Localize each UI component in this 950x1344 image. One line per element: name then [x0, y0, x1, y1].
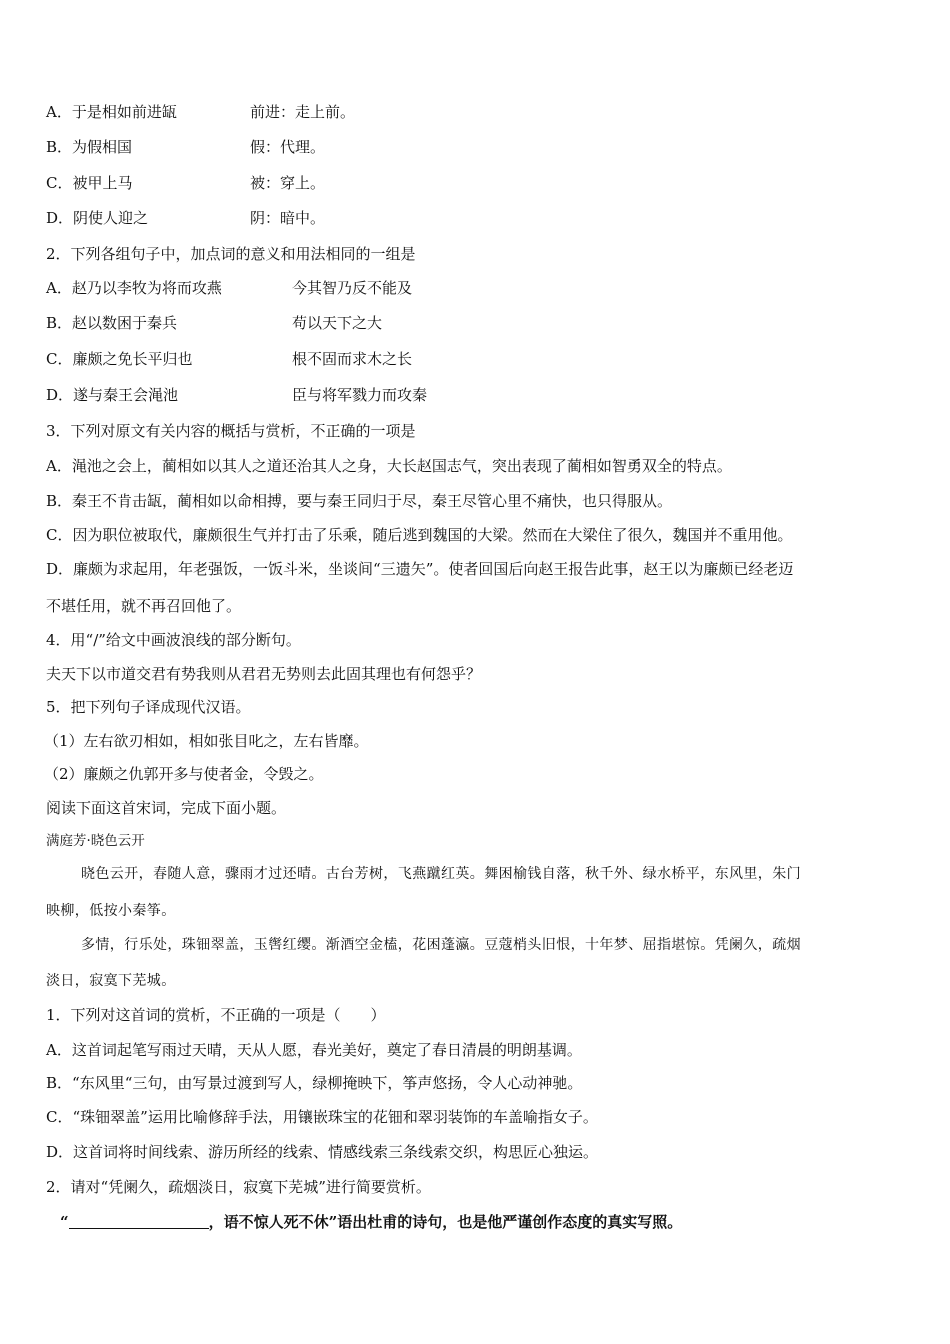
option-right: 今其智乃反不能及	[292, 279, 413, 297]
q4-stem: 4．用“/”给文中画波浪线的部分断句。	[46, 631, 301, 649]
poem-stanza-1-line-1: 晓色云开，春随人意，骤雨才过还晴。古台芳树，飞燕蹴红英。舞困榆钱自落，秋千外、绿水桥平，东风里，朱门	[81, 866, 801, 882]
q5-sentence-2: （2）廉颇之仇郭开多与使者金，令毁之。	[44, 765, 324, 783]
poem-q1-option-a: A．这首词起笔写雨过天晴，天从人愿，春光美好，奠定了春日清晨的明朗基调。	[46, 1041, 582, 1059]
option-gloss: 前进：走上前。	[250, 103, 356, 121]
option-left: A．赵乃以李牧为将而攻燕	[46, 279, 222, 297]
q3-stem: 3．下列对原文有关内容的概括与赏析，不正确的一项是	[46, 422, 416, 440]
poem-stanza-1-line-2: 映柳，低按小秦筝。	[46, 903, 176, 919]
option-text: A．于是相如前进缻	[46, 103, 177, 121]
fill-blank-text: ，语不惊人死不休”语出杜甫的诗句，也是他严谨创作态度的真实写照。	[208, 1213, 683, 1231]
q3-option-d: D．廉颇为求起用，年老强饭，一饭斗米，坐谈间“三遗矢”。使者回国后向赵王报告此事，赵王以为廉颇已经老迈	[46, 560, 794, 578]
option-left: D．遂与秦王会渑池	[46, 386, 179, 404]
poem-stanza-2-line-1: 多情，行乐处，珠钿翠盖，玉辔红缨。渐酒空金榼，花困蓬瀛。豆蔻梢头旧恨，十年梦、屈指堪惊。凭阑久，疏烟	[81, 937, 801, 953]
open-quote: “	[60, 1213, 69, 1231]
option-right: 臣与将军戮力而攻秦	[292, 386, 428, 404]
option-gloss: 假：代理。	[250, 138, 326, 156]
option-right: 根不固而求木之长	[292, 350, 413, 368]
q2-stem: 2．下列各组句子中，加点词的意义和用法相同的一组是	[46, 245, 416, 263]
option-right: 苟以天下之大	[292, 314, 383, 332]
poem-q1-option-d: D．这首词将时间线索、游历所经的线索、情感线索三条线索交织，构思匠心独运。	[46, 1143, 599, 1161]
poem-stanza-2-line-2: 淡日，寂寞下芜城。	[46, 973, 176, 989]
option-text: D．阴使人迎之	[46, 209, 149, 227]
option-text: B．为假相国	[46, 138, 133, 156]
fill-blank-question	[60, 1212, 682, 1232]
poem-title: 满庭芳·晓色云开	[46, 833, 145, 849]
q3-option-c: C．因为职位被取代，廉颇很生气并打击了乐乘，随后逃到魏国的大梁。然而在大梁住了很久，魏国并不重用他。	[46, 526, 793, 544]
q3-option-a: A．渑池之会上，蔺相如以其人之道还治其人之身，大长赵国志气，突出表现了蔺相如智勇双全的特点。	[46, 457, 732, 475]
reading-instruction: 阅读下面这首宋词，完成下面小题。	[46, 799, 287, 817]
poem-q1-option-c: C．“珠钿翠盖”运用比喻修辞手法，用镶嵌珠宝的花钿和翠羽装饰的车盖喻指女子。	[46, 1108, 598, 1126]
option-gloss: 被：穿上。	[250, 174, 326, 192]
option-gloss: 阴：暗中。	[250, 209, 326, 227]
option-text: C．被甲上马	[46, 174, 133, 192]
q4-text: 夫天下以市道交君有势我则从君君无势则去此固其理也有何怨乎？	[46, 665, 482, 683]
q3-option-b: B．秦王不肯击缻，蔺相如以命相搏，要与秦王同归于尽，秦王尽管心里不痛快，也只得服从。	[46, 492, 673, 510]
option-left: B．赵以数困于秦兵	[46, 314, 178, 332]
poem-q1-option-b: B．“东风里“三句，由写景过渡到写人，绿柳掩映下，筝声悠扬，令人心动神驰。	[46, 1074, 583, 1092]
answer-blank[interactable]	[69, 1214, 209, 1229]
poem-q2-stem: 2．请对“凭阑久，疏烟淡日，寂寞下芜城”进行简要赏析。	[46, 1178, 431, 1196]
poem-q1-stem: 1．下列对这首词的赏析，不正确的一项是（ ）	[46, 1006, 386, 1024]
q5-sentence-1: （1）左右欲刃相如，相如张目叱之，左右皆靡。	[44, 732, 369, 750]
q5-stem: 5．把下列句子译成现代汉语。	[46, 698, 251, 716]
q3-option-d-cont: 不堪任用，就不再召回他了。	[46, 597, 242, 615]
option-left: C．廉颇之免长平归也	[46, 350, 193, 368]
